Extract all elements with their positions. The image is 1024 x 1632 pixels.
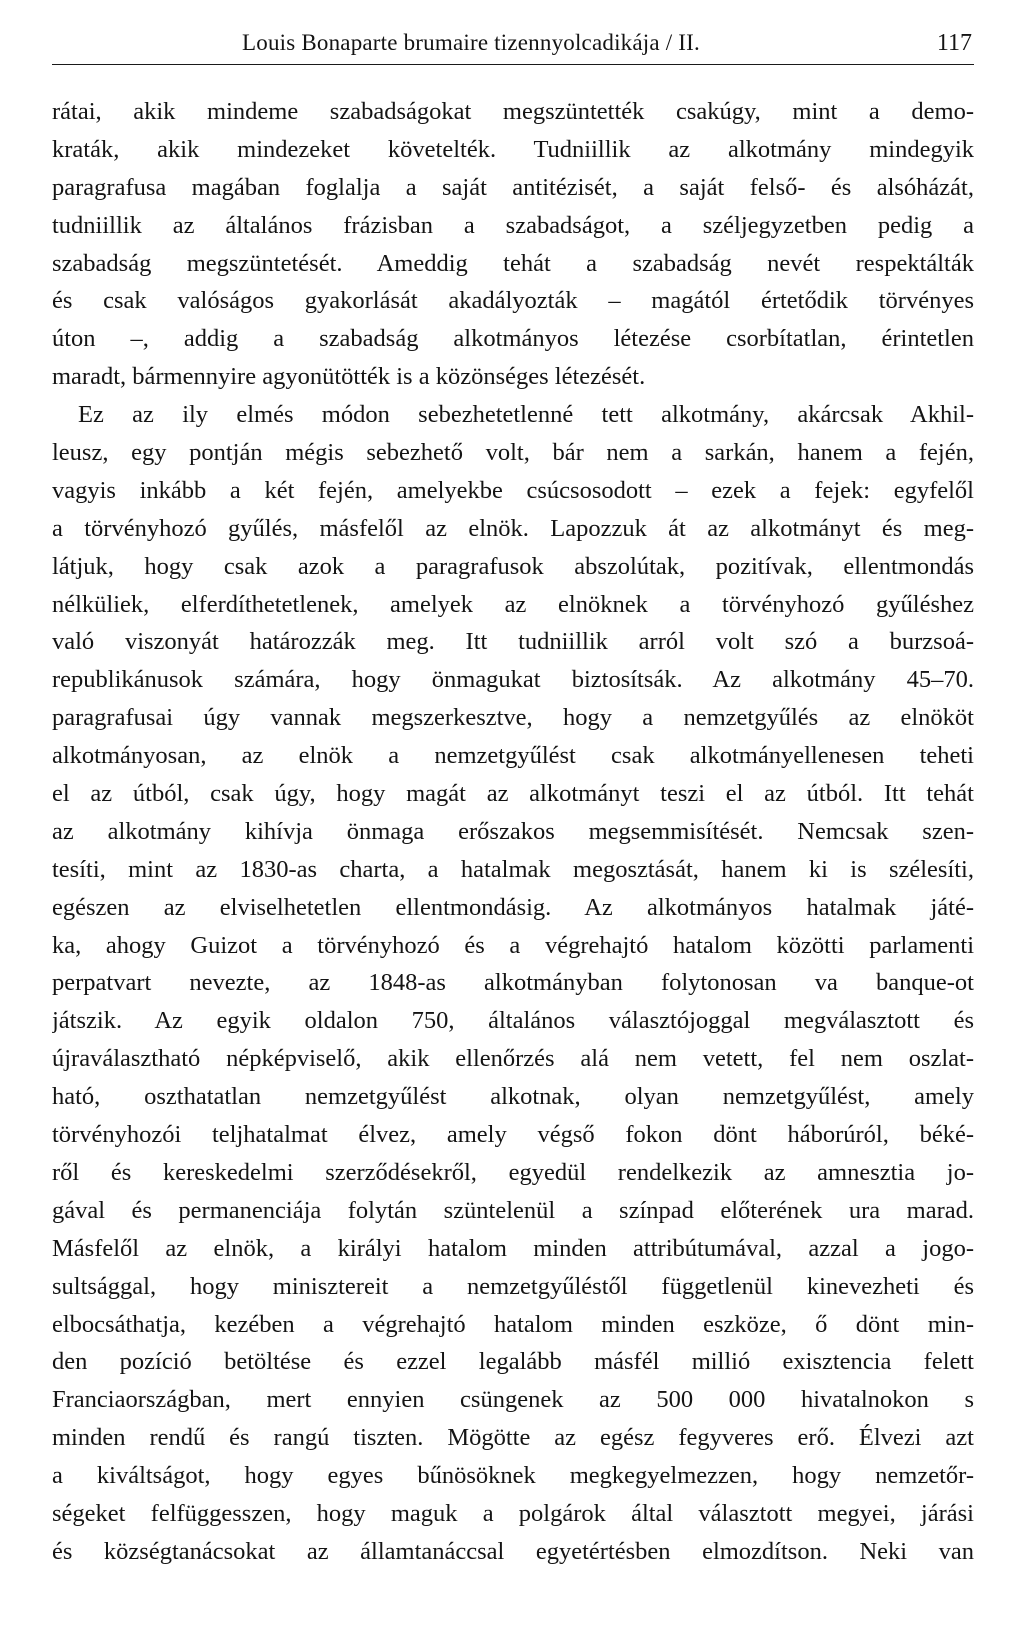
text-line: alkotmányosan, az elnök a nemzetgyűlést csak alkotmányellenesen teheti — [52, 742, 974, 770]
text-line: nélküliek, elferdíthetetlenek, amelyek az elnöknek a törvényhozó gyűléshez — [52, 590, 974, 618]
text-line: szabadság megszüntetését. Ameddig tehát a szabadság nevét respektálták — [52, 249, 974, 277]
text-line: Másfelől az elnök, a királyi hatalom minden attribútumával, azzal a jogo- — [52, 1234, 974, 1262]
text-line: úton –, addig a szabadság alkotmányos létezése csorbítatlan, érintetlen — [52, 325, 974, 353]
text-line: el az útból, csak úgy, hogy magát az alkotmányt teszi el az útból. Itt tehát — [52, 780, 974, 808]
text-line: tesíti, mint az 1830-as charta, a hatalmak megosztását, hanem ki is szélesíti, — [52, 855, 974, 883]
page-header — [52, 24, 974, 65]
text-line: paragrafusa magában foglalja a saját antitézisét, a saját felső- és alsóházát, — [52, 173, 974, 201]
text-line: Ez az ily elmés módon sebezhetetlenné tett alkotmány, akárcsak Akhil- — [78, 401, 974, 429]
text-line: elbocsáthatja, kezében a végrehajtó hatalom minden eszköze, ő dönt min- — [52, 1310, 974, 1338]
text-line: rátai, akik mindeme szabadságokat megszüntették csakúgy, mint a demo- — [52, 98, 974, 125]
text-line: játszik. Az egyik oldalon 750, általános választójoggal megválasztott és — [52, 1007, 974, 1035]
running-title: Louis Bonaparte brumaire tizennyolcadikája / II. — [242, 30, 700, 55]
text-line: sultsággal, hogy minisztereit a nemzetgyűléstől függetlenül kinevezheti és — [52, 1272, 974, 1300]
text-line: paragrafusai úgy vannak megszerkesztve, hogy a nemzetgyűlés az elnököt — [52, 704, 974, 732]
text-line: Franciaországban, mert ennyien csüngenek az 500 000 hivatalnokon s — [52, 1386, 974, 1414]
text-line: törvényhozói teljhatalmat élvez, amely végső fokon dönt háborúról, béké- — [52, 1121, 974, 1149]
text-line: látjuk, hogy csak azok a paragrafusok abszolútak, pozitívak, ellentmondás — [52, 552, 974, 580]
text-line: való viszonyát határozzák meg. Itt tudniillik arról volt szó a burzsoá- — [52, 628, 974, 656]
text-line: ről és kereskedelmi szerződésekről, egyedül rendelkezik az amnesztia jo- — [52, 1158, 974, 1186]
text-line: leusz, egy pontján mégis sebezhető volt, bár nem a sarkán, hanem a fején, — [52, 439, 974, 467]
text-line: újraválasztható népképviselő, akik ellenőrzés alá nem vetett, fel nem oszlat- — [52, 1045, 974, 1073]
text-line: egészen az elviselhetetlen ellentmondásig. Az alkotmányos hatalmak játé- — [52, 893, 974, 921]
text-line: az alkotmány kihívja önmaga erőszakos megsemmisítését. Nemcsak szen- — [52, 817, 974, 845]
text-line: den pozíció betöltése és ezzel legalább másfél millió exisztencia felett — [52, 1348, 974, 1376]
body-text — [52, 93, 974, 1571]
text-line: és községtanácsokat az államtanáccsal egyetértésben elmozdítson. Neki van — [52, 1537, 974, 1565]
text-line: ségeket felfüggesszen, hogy maguk a polgárok által választott megyei, járási — [52, 1499, 974, 1527]
text-line: ható, oszthatatlan nemzetgyűlést alkotnak, olyan nemzetgyűlést, amely — [52, 1083, 974, 1111]
page-number: 117 — [936, 30, 972, 56]
text-line: kraták, akik mindezeket követelték. Tudniillik az alkotmány mindegyik — [52, 135, 974, 163]
text-line: tudniillik az általános frázisban a szabadságot, a széljegyzetben pedig a — [52, 211, 974, 239]
text-line: és csak valóságos gyakorlását akadályozták – magától értetődik törvényes — [52, 287, 974, 315]
text-line: a kiváltságot, hogy egyes bűnösöknek megkegyelmezzen, hogy nemzetőr- — [52, 1462, 974, 1490]
text-line: maradt, bármennyire agyonütötték is a közönséges létezését. — [52, 363, 646, 391]
text-line: ka, ahogy Guizot a törvényhozó és a végrehajtó hatalom közötti parlamenti — [52, 931, 974, 959]
text-line: gával és permanenciája folytán szüntelenül a színpad előterének ura marad. — [52, 1196, 974, 1224]
text-line: a törvényhozó gyűlés, másfelől az elnök. Lapozzuk át az alkotmányt és meg- — [52, 514, 974, 542]
text-line: perpatvart nevezte, az 1848-as alkotmányban folytonosan va banque-ot — [52, 969, 974, 997]
text-line: minden rendű és rangú tiszten. Mögötte az egész fegyveres erő. Élvezi azt — [52, 1424, 974, 1452]
text-line: republikánusok számára, hogy önmagukat biztosítsák. Az alkotmány 45–70. — [52, 666, 974, 694]
text-line: vagyis inkább a két fején, amelyekbe csúcsosodott – ezek a fejek: egyfelől — [52, 476, 974, 504]
